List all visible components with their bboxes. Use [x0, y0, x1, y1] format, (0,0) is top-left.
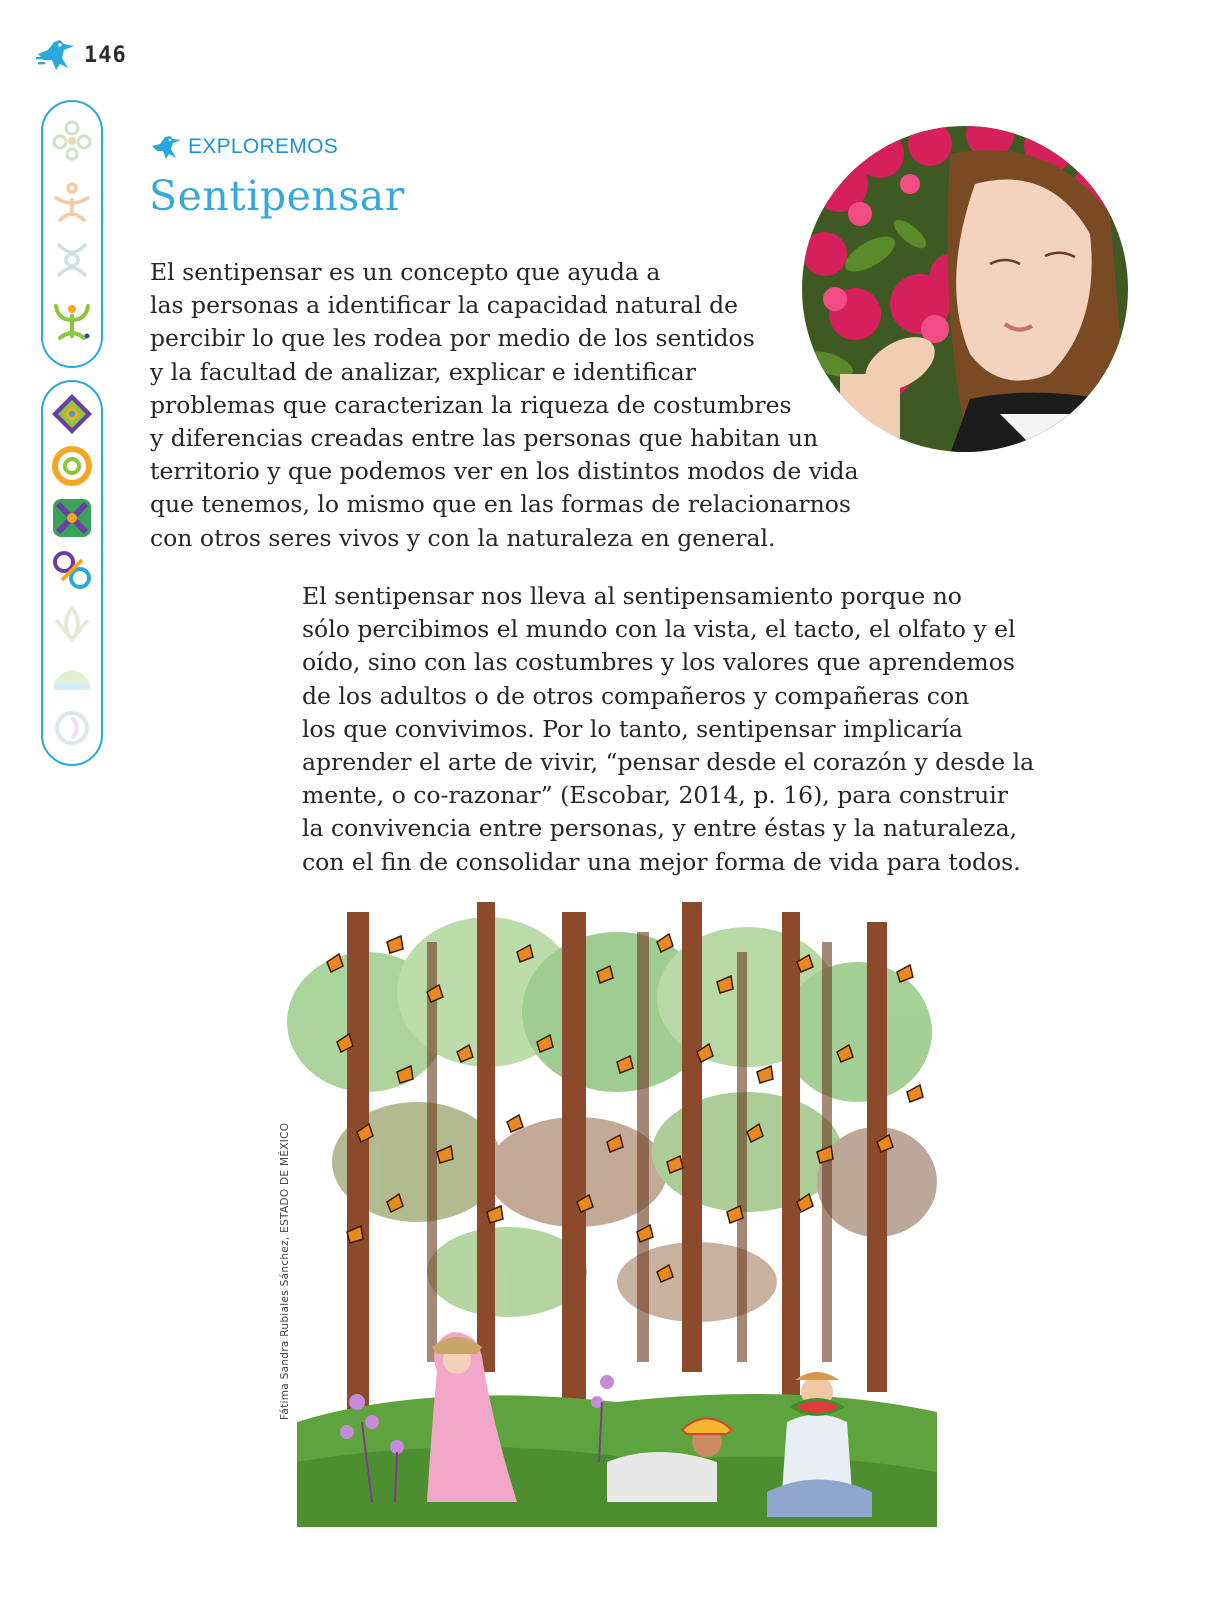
text-line: que tenemos, lo mismo que en las formas de relacionarnos: [150, 490, 851, 519]
green-sprout-figure-icon: [50, 298, 94, 342]
text-line: con el fin de consolidar una mejor forma de vida para todos.: [302, 847, 1021, 876]
text-line: territorio y que podemos ver en los distintos modos de vida: [150, 457, 859, 486]
sidebar-group-bottom: [41, 380, 103, 766]
text-line: mente, o co-razonar” (Escobar, 2014, p. 16), para construir: [302, 781, 1009, 810]
section-heading: [150, 134, 338, 160]
illustration-credit: Fátima Sandra Rubiales Sánchez, ESTADO DE MÉXICO: [279, 1122, 291, 1420]
page-title: Sentipensar: [149, 172, 405, 220]
text-line: El sentipensar es un concepto que ayuda a: [150, 258, 661, 286]
paragraph-body: [302, 580, 1034, 879]
hummingbird-logo-icon: [34, 38, 76, 72]
text-line: oído, sino con las costumbres y los valores que aprendemos: [302, 648, 1015, 677]
faded-figure-icon: [50, 180, 94, 224]
page-header: [34, 38, 127, 72]
circles-link-icon: [50, 548, 94, 592]
text-line: de los adultos o de otros compañeros y compañeras con: [302, 681, 970, 710]
diamond-compass-icon: [50, 392, 94, 436]
girl-smelling-flowers-photo: [800, 124, 1130, 454]
faded-knot-icon: [50, 238, 94, 282]
text-line: percibir lo que les rodea por medio de los sentidos: [150, 324, 755, 353]
text-line: los que convivimos. Por lo tanto, sentipensar implicaría: [302, 714, 963, 743]
square-x-icon: [50, 496, 94, 540]
text-line: sólo percibimos el mundo con la vista, el tacto, el olfato y el: [302, 615, 1016, 644]
monarch-forest-illustration: [277, 902, 957, 1527]
faded-shell-icon: [50, 654, 94, 698]
paragraph-intro: [150, 256, 859, 555]
faded-lotus-icon: [50, 602, 94, 646]
section-label: EXPLOREMOS: [188, 135, 339, 158]
faded-flower-icon: [50, 118, 94, 162]
text-line: y diferencias creadas entre las personas que habitan un: [150, 424, 819, 453]
faded-swirl-icon: [50, 706, 94, 750]
bird-icon: [150, 134, 182, 160]
text-line: y la facultad de analizar, explicar e identificar: [150, 357, 696, 386]
text-line: problemas que caracterizan la riqueza de costumbres: [150, 390, 792, 419]
text-line: la convivencia entre personas, y entre éstas y la naturaleza,: [302, 814, 1018, 843]
orange-spiral-icon: [50, 444, 94, 488]
text-line: con otros seres vivos y con la naturaleza en general.: [150, 523, 776, 552]
text-line: El sentipensar nos lleva al sentipensamiento porque no: [302, 582, 962, 610]
sidebar-group-top: [41, 100, 103, 368]
page-number: 146: [84, 42, 127, 68]
text-line: aprender el arte de vivir, “pensar desde el corazón y desde la: [302, 748, 1035, 777]
text-line: las personas a identificar la capacidad natural de: [150, 291, 739, 320]
